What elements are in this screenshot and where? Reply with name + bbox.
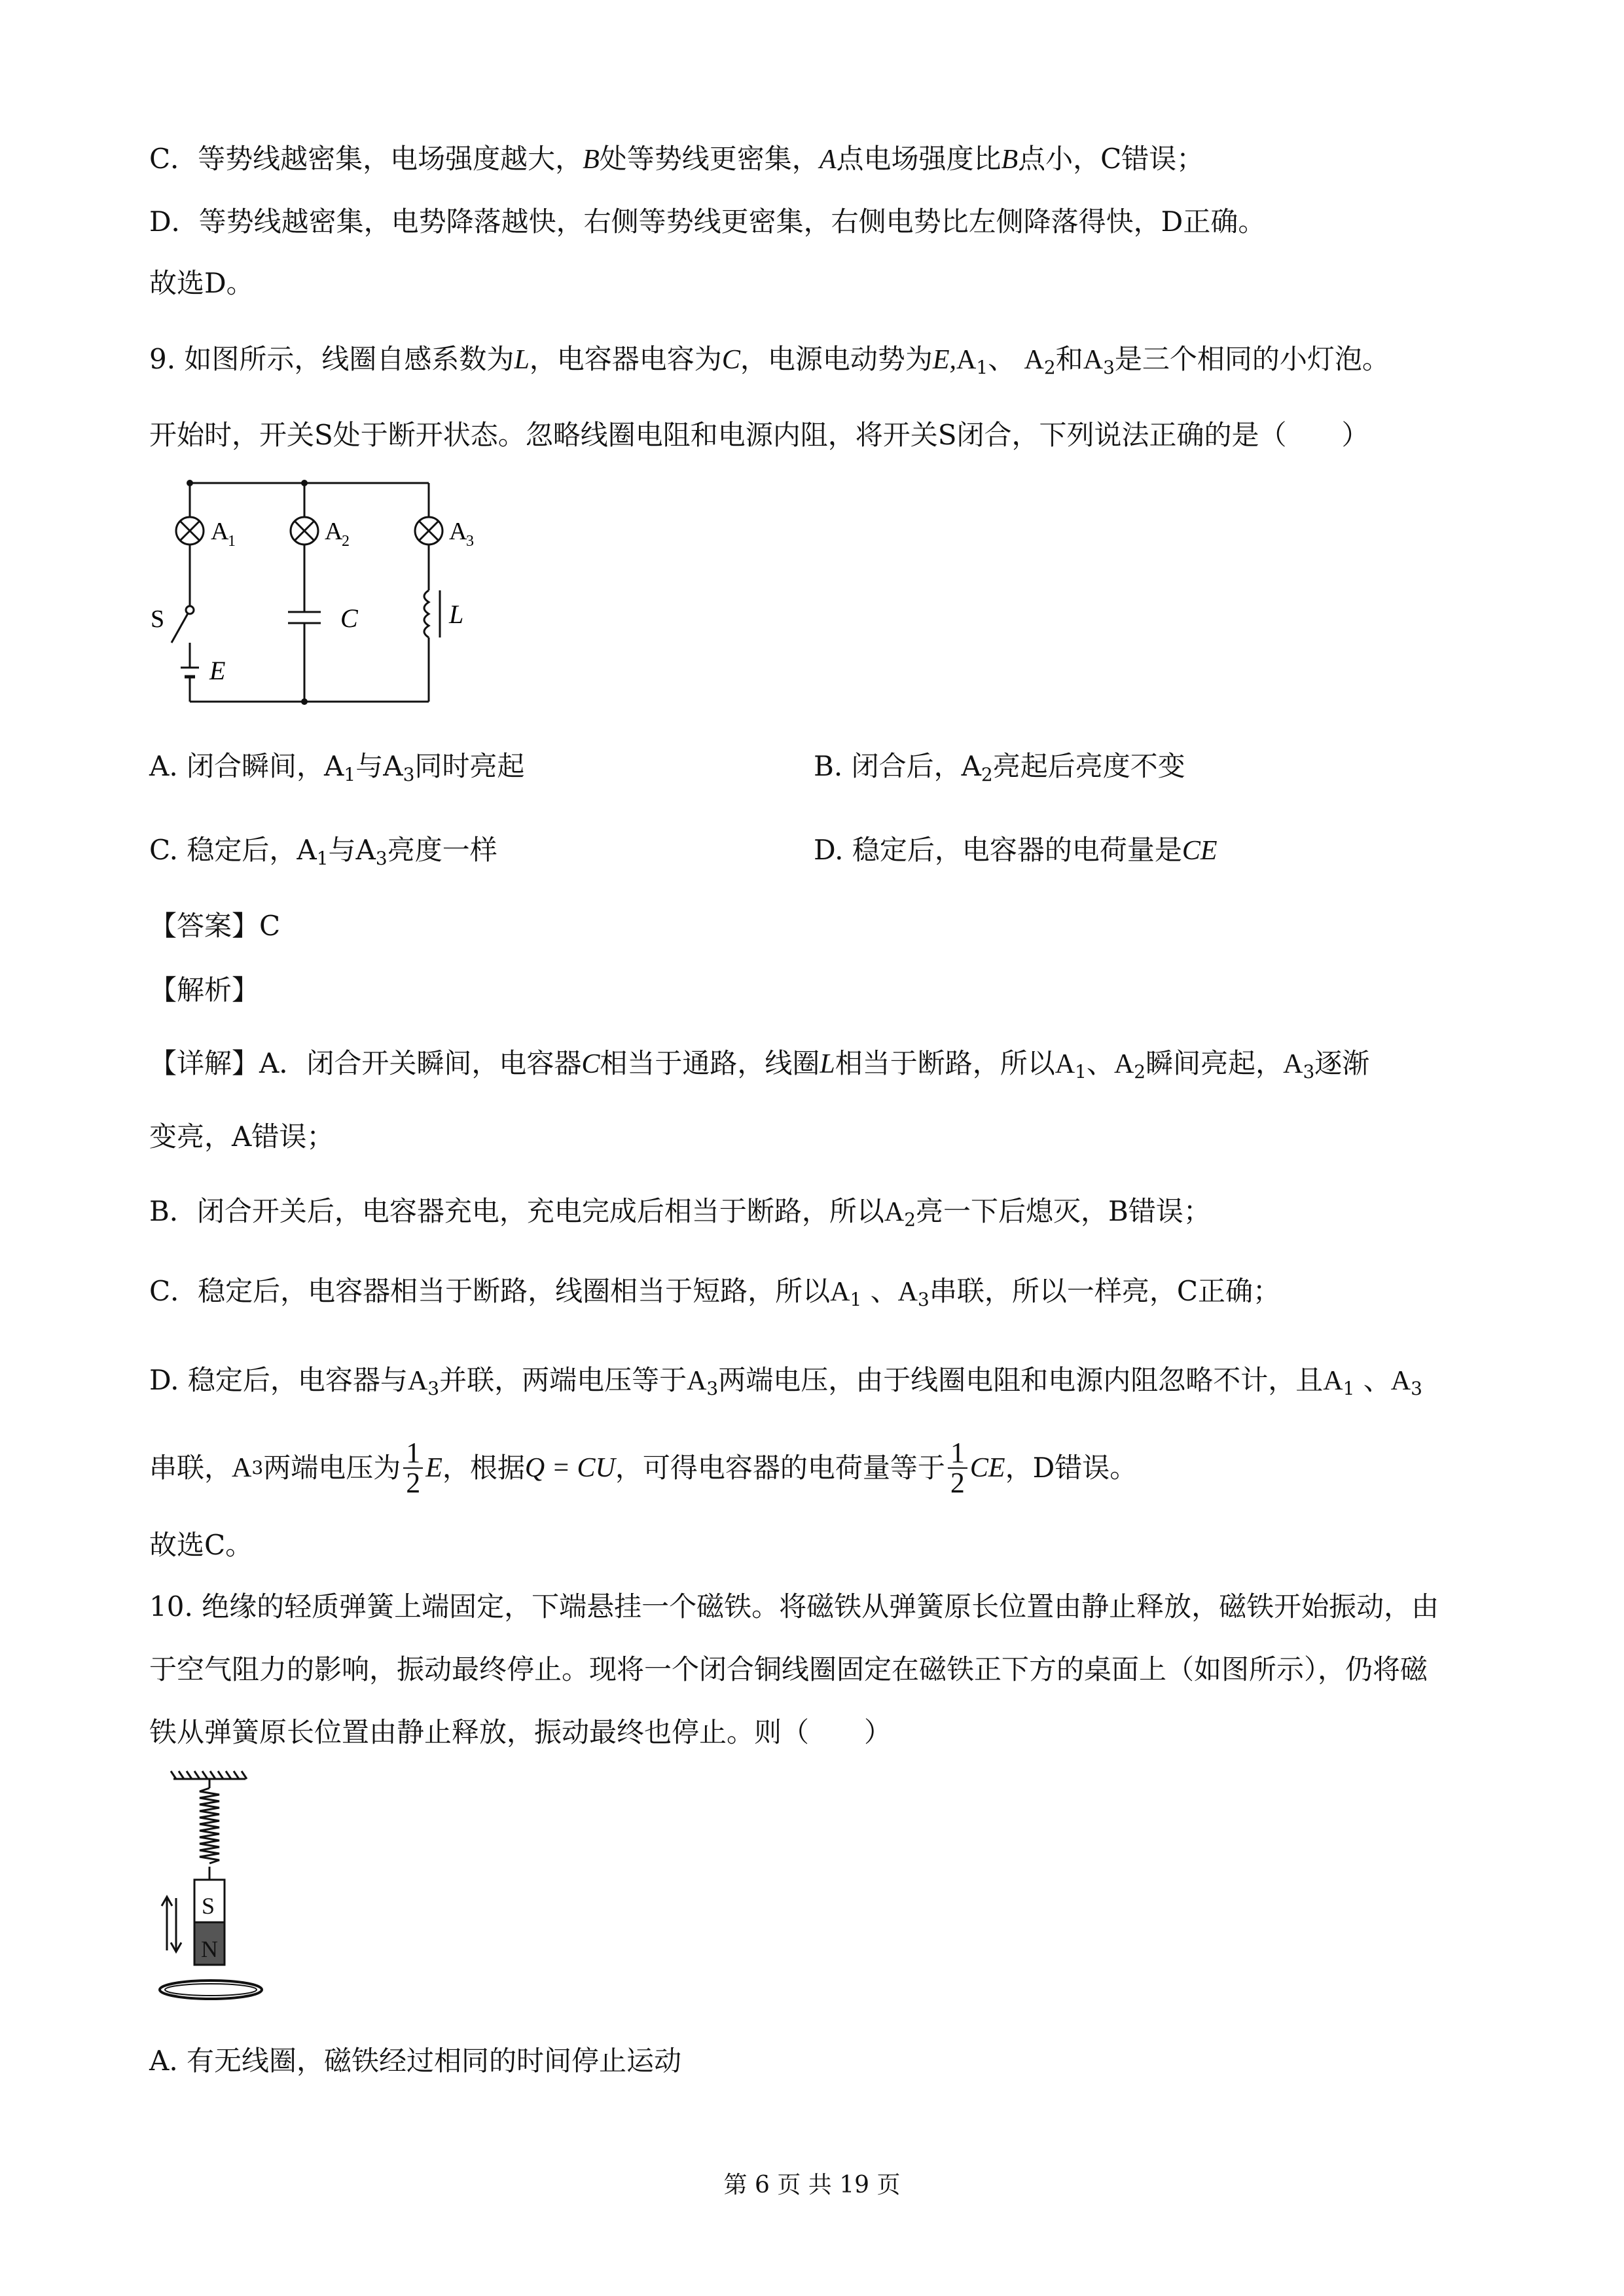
switch-label: S xyxy=(151,605,165,633)
question-10-line3: 铁从弹簧原长位置由静止释放，振动最终也停止。则（ ） xyxy=(149,1716,892,1748)
q9-option-d: D. 稳定后，电容器的电荷量是CE xyxy=(814,834,1218,866)
lamp1-label: A xyxy=(211,518,229,545)
prev-option-c: C．等势线越密集，电场强度越大，B处等势线更密集，A点电场强度比B点小，C错误； xyxy=(149,143,1204,175)
capacitor-label: C xyxy=(340,603,358,633)
fraction-half: $\frac{1}{2}$ xyxy=(403,1439,423,1498)
svg-text:2: 2 xyxy=(342,533,350,550)
svg-text:1: 1 xyxy=(228,533,236,550)
spring-magnet-diagram xyxy=(147,1767,278,2016)
detail-d-line2: 串联， A 3 两端电压为 $\frac{1}{2}$ E ，根据 Q = CU ，可得电容器的电荷量等于 $\frac{1}{2}$ CE ，D错误。 xyxy=(149,1437,1138,1499)
answer: 【答案】C xyxy=(149,910,281,942)
question-9-stem: 9. 如图所示，线圈自感系数为L，电容器电容为C，电源电动势为$E,A_1$、 $A_2$和$A_3$是三个相同的小灯泡。 xyxy=(149,343,1390,378)
lamp2-label: A xyxy=(325,518,343,545)
formula-q-cu: Q = CU xyxy=(524,1453,615,1483)
detail-b: B．闭合开关后，电容器充电，充电完成后相当于断路，所以$A_2$亮一下后熄灭，B错误； xyxy=(149,1195,1211,1230)
question-10-line1: 10. 绝缘的轻质弹簧上端固定，下端悬挂一个磁铁。将磁铁从弹簧原长位置由静止释放，磁铁开始振动，由 xyxy=(149,1590,1439,1623)
question-9-line2: 开始时，开关S处于断开状态。忽略线圈电阻和电源内阻，将开关S闭合，下列说法正确的是（ ） xyxy=(149,419,1369,451)
detail-c: C．稳定后，电容器相当于断路，线圈相当于短路，所以$A_1$ 、$A_3$串联，所以一样亮，C正确； xyxy=(149,1275,1280,1310)
choose-d: 故选D。 xyxy=(149,267,254,299)
magnet-north-label: N xyxy=(201,1936,218,1962)
magnet-south-label: S xyxy=(202,1893,215,1919)
lamp3-label: A xyxy=(449,518,467,545)
svg-text:3: 3 xyxy=(466,533,474,550)
fraction-half-2: $\frac{1}{2}$ xyxy=(948,1439,967,1498)
detail-a: 【详解】A．闭合开关瞬间，电容器C相当于通路，线圈L相当于断路，所以$A_1$、$A_2$瞬间亮起，$A_3$逐渐 xyxy=(149,1047,1370,1083)
emf-label: E xyxy=(209,656,226,685)
question-10-line2: 于空气阻力的影响，振动最终停止。现将一个闭合铜线圈固定在磁铁正下方的桌面上（如图所示），仍将磁 xyxy=(149,1653,1428,1685)
q9-option-a: A. 闭合瞬间，$A_1$与$A_3$同时亮起 xyxy=(149,750,525,785)
prev-option-d: D．等势线越密集，电势降落越快，右侧等势线更密集，右侧电势比左侧降落得快，D正确。 xyxy=(149,206,1266,238)
detail-a-line2: 变亮，A错误； xyxy=(149,1121,334,1153)
inductor-label: L xyxy=(449,600,464,629)
q9-option-b: B. 闭合后，$A_2$亮起后亮度不变 xyxy=(814,750,1185,785)
analysis-heading: 【解析】 xyxy=(149,974,260,1006)
detail-d: D. 稳定后，电容器与$A_3$并联，两端电压等于$A_3$两端电压，由于线圈电阻和电源内阻忽略不计，且$A_1$ 、$A_3$ xyxy=(149,1364,1422,1399)
choose-c: 故选C。 xyxy=(149,1529,253,1561)
question-10-option-a: A. 有无线圈，磁铁经过相同的时间停止运动 xyxy=(149,2045,682,2077)
q9-option-c: C. 稳定后，$A_1$与$A_3$亮度一样 xyxy=(149,834,497,869)
page-footer: 第 6 页 共 19 页 xyxy=(723,2172,901,2198)
circuit-diagram xyxy=(151,471,497,713)
